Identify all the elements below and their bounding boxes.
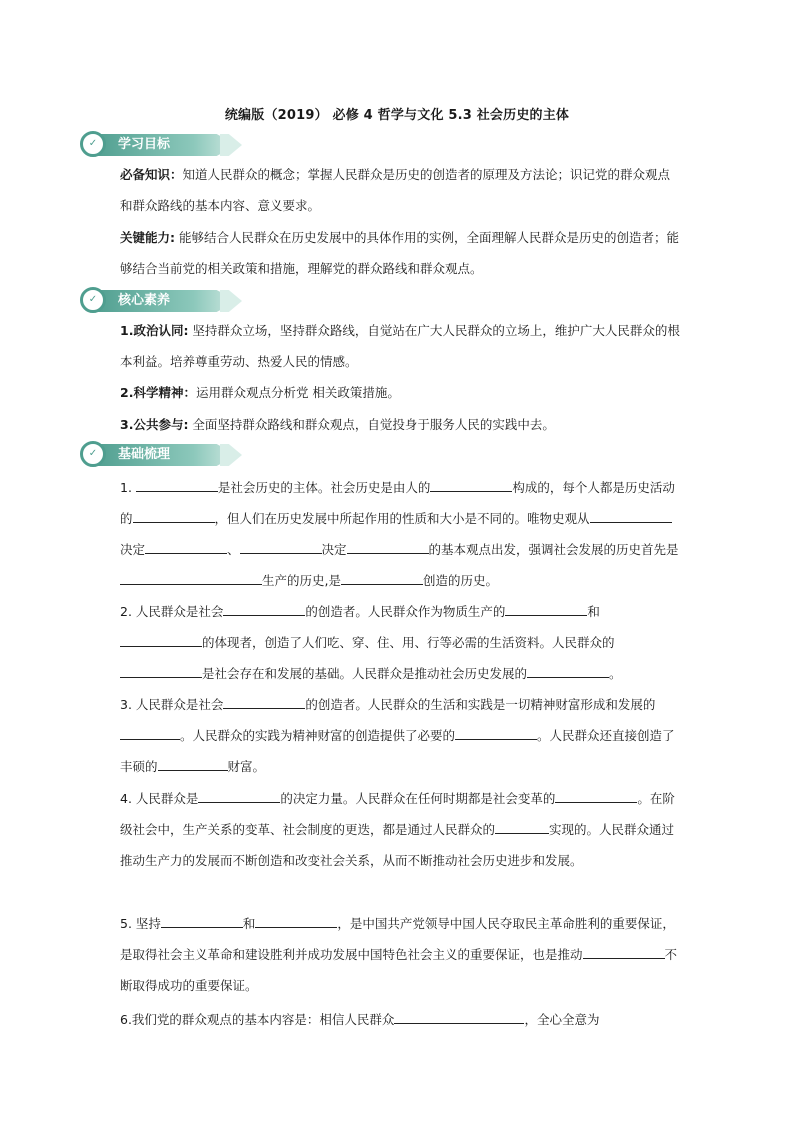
answer-blank[interactable] [341,570,423,585]
section-title: 学习目标 [118,137,171,152]
answer-blank[interactable] [223,601,305,616]
page-title: 统编版（2019） 必修 4 哲学与文化 5.3 社会历史的主体 [224,108,570,123]
answer-blank[interactable] [495,819,549,834]
answer-blank[interactable] [240,539,322,554]
answer-blank[interactable] [120,663,202,678]
section-title: 基础梳理 [118,447,171,462]
answer-blank[interactable] [120,632,202,647]
section-title: 核心素养 [118,293,171,308]
answer-blank[interactable] [120,570,262,585]
core-item-3: 3.公共参与: 全面坚持群众路线和群众观点，自觉投身于服务人民的实践中去。 [120,417,555,432]
goals-ability: 关键能力: 能够结合人民群众在历史发展中的具体作用的实例，全面理解人民群众是历史的创造者；能够结合当前党的相关政策和措施，理解党的群众路线和群众观点。 [120,230,679,276]
question-5: 5. 坚持 和 ，是中国共产党领导中国人民夺取民主革命胜利的重要保证，是取得社会主义革命和建设胜利并成功发展中国特色社会主义的重要保证，也是推动 不断取得成功的重要保证。 [120,908,680,1001]
answer-blank[interactable] [161,913,243,928]
question-4: 4. 人民群众是 的决定力量。人民群众在任何时期都是社会变革的 。在阶级社会中，生产关系的变革、社会制度的更迭，都是通过人民群众的 实现的。人民群众通过推动生产力的发展而不断创造和改变社会关系，从而不断推动社会历史进步和发展。 [120,783,680,876]
answer-blank[interactable] [198,788,280,803]
answer-blank[interactable] [430,477,512,492]
answer-blank[interactable] [145,539,227,554]
question-6: 6.我们党的群众观点的基本内容是：相信人民群众 ，全心全意为 [120,1004,680,1035]
answer-blank[interactable] [394,1009,524,1024]
answer-blank[interactable] [223,694,305,709]
question-3: 3. 人民群众是社会 的创造者。人民群众的生活和实践是一切精神财富形成和发展的。人民群众的实践为精神财富的创造提供了必要的 。人民群众还直接创造了丰硕的 财富。 [120,689,680,782]
answer-blank[interactable] [527,663,609,678]
question-1: 1. 是社会历史的主体。社会历史是由人的 构成的，每个人都是历史活动的 ，但人们在历史发展中所起作用的性质和大小是不同的。唯物史观从决定 、 决定 的基本观点出发，强调社会发展的历史首先是生产的历史,是 创造的历史。 [120,472,680,596]
core-item-1: 1.政治认同: 坚持群众立场，坚持群众路线，自觉站在广大人民群众的立场上，维护广大人民群众的根本利益。培养尊重劳动、热爱人民的情感。 [120,323,680,369]
answer-blank[interactable] [136,477,218,492]
check-icon: ✓ [80,131,106,157]
answer-blank[interactable] [255,913,337,928]
answer-blank[interactable] [120,725,180,740]
section-banner-goals [80,131,240,159]
answer-blank[interactable] [505,601,587,616]
goals-knowledge: 必备知识：知道人民群众的概念；掌握人民群众是历史的创造者的原理及方法论；识记党的群众观点和群众路线的基本内容、意义要求。 [120,167,671,213]
answer-blank[interactable] [590,508,672,523]
core-item-2: 2.科学精神：运用群众观点分析党 相关政策措施。 [120,385,400,400]
section-banner-core [80,287,240,315]
answer-blank[interactable] [158,756,228,771]
section-banner-basics [80,441,240,469]
answer-blank[interactable] [555,788,637,803]
answer-blank[interactable] [583,944,665,959]
question-2: 2. 人民群众是社会 的创造者。人民群众作为物质生产的 和的体现者，创造了人们吃、穿、住、用、行等必需的生活资料。人民群众的是社会存在和发展的基础。人民群众是推动社会历史发展的 。 [120,596,680,689]
answer-blank[interactable] [347,539,429,554]
check-icon: ✓ [80,441,106,467]
answer-blank[interactable] [455,725,537,740]
check-icon: ✓ [80,287,106,313]
answer-blank[interactable] [133,508,215,523]
